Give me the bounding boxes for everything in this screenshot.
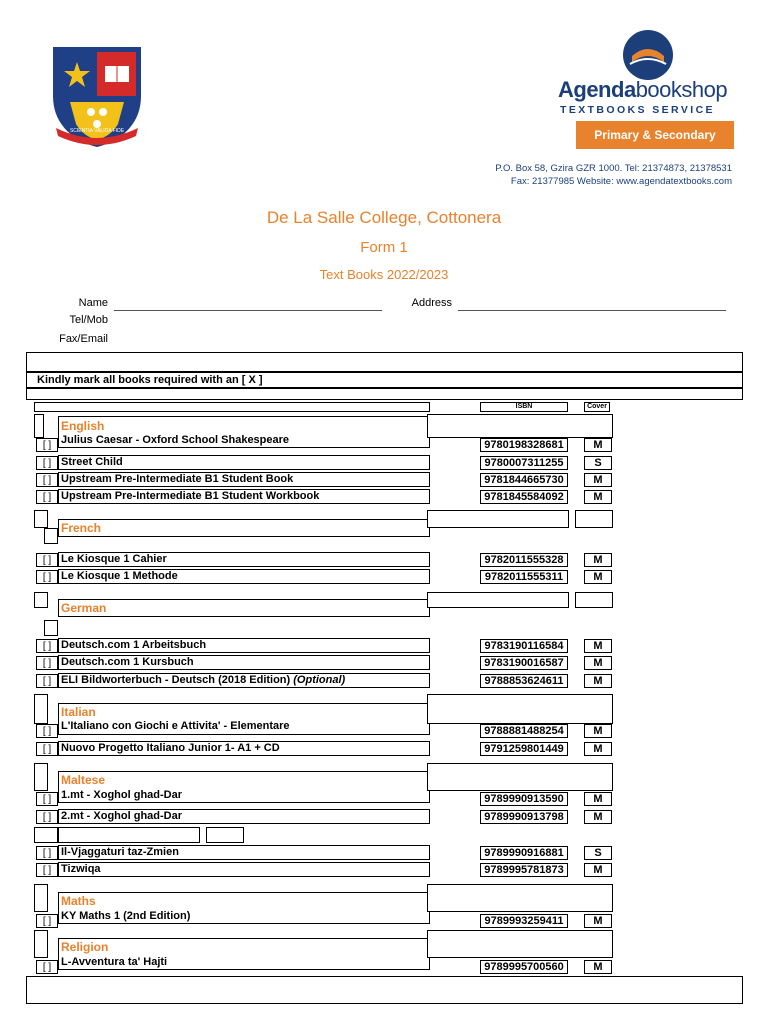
section-english-label: English (61, 419, 105, 433)
book-title: Le Kiosque 1 Cahier (58, 552, 430, 567)
blank-bar (26, 352, 743, 372)
section-italian-spacer (34, 694, 48, 724)
logo-tagline: TEXTBOOKS SERVICE (560, 104, 715, 116)
column-header-row (34, 402, 430, 412)
book-title: Il-Vjaggaturi taz-Zmien (58, 845, 430, 860)
section-english-spacer (34, 414, 44, 438)
blank-bar-2 (26, 388, 743, 400)
book-cover: M (584, 656, 612, 670)
book-checkbox[interactable]: [ ] (36, 438, 58, 452)
book-cover: S (584, 456, 612, 470)
school-title: De La Salle College, Cottonera (266, 208, 502, 227)
book-checkbox[interactable]: [ ] (36, 570, 58, 584)
book-isbn: 9781845584092 (480, 490, 568, 504)
book-title (58, 673, 430, 688)
book-title: Deutsch.com 1 Kursbuch (58, 655, 430, 670)
section-religion-spacer (34, 930, 48, 958)
section-maltese-isbn-spacer (427, 763, 613, 791)
book-checkbox[interactable]: [ ] (36, 674, 58, 688)
book-checkbox[interactable]: [ ] (36, 960, 58, 974)
book-checkbox[interactable]: [ ] (36, 792, 58, 806)
section-german-spacer (34, 592, 48, 608)
book-isbn: 9788881488254 (480, 724, 568, 738)
section-german-isbn-spacer (427, 592, 569, 608)
logo-name-bold: Agenda (558, 77, 636, 102)
name-field[interactable] (114, 310, 382, 311)
book-title: Nuovo Progetto Italiano Junior 1- A1 + CD (58, 741, 430, 756)
section-french-cover-spacer (575, 510, 613, 528)
bookshop-address-line2: Fax: 21377985 Website: www.agendatextbooks.com (510, 176, 732, 187)
book-isbn: 9783190116584 (480, 639, 568, 653)
book-title: L'Italiano con Giochi e Attivita' - Elementare (61, 720, 290, 732)
section-religion-label: Religion (61, 940, 109, 954)
section-french-isbn-spacer (427, 510, 569, 528)
book-isbn: 9780198328681 (480, 438, 568, 452)
book-isbn: 9789990913798 (480, 810, 568, 824)
crest-motto: SCIENTIA VALIDA FIDE (69, 128, 125, 134)
section-german-label: German (61, 601, 107, 615)
agenda-logo (558, 28, 738, 152)
book-isbn: 9789990913590 (480, 792, 568, 806)
book-title: Upstream Pre-Intermediate B1 Student Book (58, 472, 430, 487)
book-cover: M (584, 960, 612, 974)
section-italian-isbn-spacer (427, 694, 613, 724)
address-field[interactable] (458, 310, 726, 311)
tel-label: Tel/Mob (69, 314, 108, 326)
book-title: L-Avventura ta' Hajti (61, 956, 168, 968)
school-crest (50, 44, 144, 148)
book-cover: M (584, 438, 612, 452)
section-maths-label: Maths (61, 894, 96, 908)
book-title: 1.mt - Xoghol ghad-Dar (61, 789, 182, 801)
book-checkbox[interactable]: [ ] (36, 639, 58, 653)
section-italian-label: Italian (61, 705, 96, 719)
fax-label: Fax/Email (59, 333, 108, 345)
globe-book-icon (620, 28, 676, 82)
book-cover: M (584, 639, 612, 653)
logo-name-light: bookshop (635, 77, 728, 102)
book-title: KY Maths 1 (2nd Edition) (61, 910, 191, 922)
book-isbn: 9781844665730 (480, 473, 568, 487)
book-cover: M (584, 742, 612, 756)
section-german (58, 599, 430, 617)
book-isbn: 9789990916881 (480, 846, 568, 860)
book-cover: M (584, 490, 612, 504)
maltese-blank-row (34, 827, 58, 843)
book-title: Julius Caesar - Oxford School Shakespeare (61, 434, 290, 446)
book-checkbox[interactable]: [ ] (36, 473, 58, 487)
section-french-label: French (61, 521, 102, 535)
section-french-spacer (34, 510, 48, 528)
book-isbn: 9780007311255 (480, 456, 568, 470)
book-checkbox[interactable]: [ ] (36, 810, 58, 824)
book-cover: M (584, 792, 612, 806)
instruction-bar (26, 372, 743, 388)
book-title-optional: (Optional) (293, 674, 346, 686)
book-cover: M (584, 914, 612, 928)
book-isbn: 9789995700560 (480, 960, 568, 974)
isbn-header (480, 402, 568, 412)
book-isbn: 9789995781873 (480, 863, 568, 877)
section-maths-spacer (34, 884, 48, 912)
section-english-isbn-spacer (427, 414, 613, 438)
book-title-text: ELI Bildworterbuch - Deutsch (2018 Edition) (61, 674, 291, 686)
book-cover: M (584, 810, 612, 824)
section-maths-isbn-spacer (427, 884, 613, 912)
book-checkbox[interactable]: [ ] (36, 656, 58, 670)
book-cover: M (584, 863, 612, 877)
book-title: Upstream Pre-Intermediate B1 Student Workbook (58, 489, 430, 504)
form-title: Form 1 (360, 239, 408, 256)
section-religion-isbn-spacer (427, 930, 613, 958)
instruction-text: Kindly mark all books required with an [ X ] (37, 374, 263, 386)
book-checkbox[interactable]: [ ] (36, 724, 58, 738)
book-isbn: 9783190016587 (480, 656, 568, 670)
book-title: 2.mt - Xoghol ghad-Dar (58, 809, 430, 824)
book-cover: S (584, 846, 612, 860)
book-title: Street Child (58, 455, 430, 470)
book-isbn: 9782011555328 (480, 553, 568, 567)
year-title: Text Books 2022/2023 (319, 267, 449, 282)
section-french-spacer-2 (44, 528, 58, 544)
book-isbn: 9789993259411 (480, 914, 568, 928)
book-cover: M (584, 570, 612, 584)
book-isbn: 9788853624611 (480, 674, 568, 688)
book-title: Le Kiosque 1 Methode (58, 569, 430, 584)
isbn-header-label: ISBN (515, 403, 533, 410)
book-checkbox[interactable]: [ ] (36, 456, 58, 470)
book-title: Tizwiqa (58, 862, 430, 877)
book-checkbox[interactable]: [ ] (36, 553, 58, 567)
book-title: Deutsch.com 1 Arbeitsbuch (58, 638, 430, 653)
name-label: Name (78, 297, 108, 309)
book-checkbox[interactable]: [ ] (36, 846, 58, 860)
cover-header-label: Cover (587, 403, 607, 410)
section-french (58, 519, 430, 537)
address-label: Address (411, 297, 452, 309)
book-cover: M (584, 553, 612, 567)
bookshop-address-line1: P.O. Box 58, Gzira GZR 1000. Tel: 21374873, 21378531 (495, 163, 732, 174)
section-maltese-label: Maltese (61, 773, 106, 787)
book-cover: M (584, 674, 612, 688)
book-cover: M (584, 473, 612, 487)
logo-banner: Primary & Secondary (576, 121, 734, 149)
book-checkbox[interactable]: [ ] (36, 490, 58, 504)
book-isbn: 9782011555311 (480, 570, 568, 584)
section-maltese-spacer (34, 763, 48, 791)
book-isbn: 9791259801449 (480, 742, 568, 756)
book-checkbox[interactable]: [ ] (36, 863, 58, 877)
book-checkbox[interactable]: [ ] (36, 742, 58, 756)
cover-header (584, 402, 610, 412)
section-german-cover-spacer (575, 592, 613, 608)
book-cover: M (584, 724, 612, 738)
section-german-spacer-2 (44, 620, 58, 636)
book-checkbox[interactable]: [ ] (36, 914, 58, 928)
footer-bar (26, 976, 743, 1004)
maltese-blank-row-3 (206, 827, 244, 843)
maltese-blank-row-2 (58, 827, 200, 843)
